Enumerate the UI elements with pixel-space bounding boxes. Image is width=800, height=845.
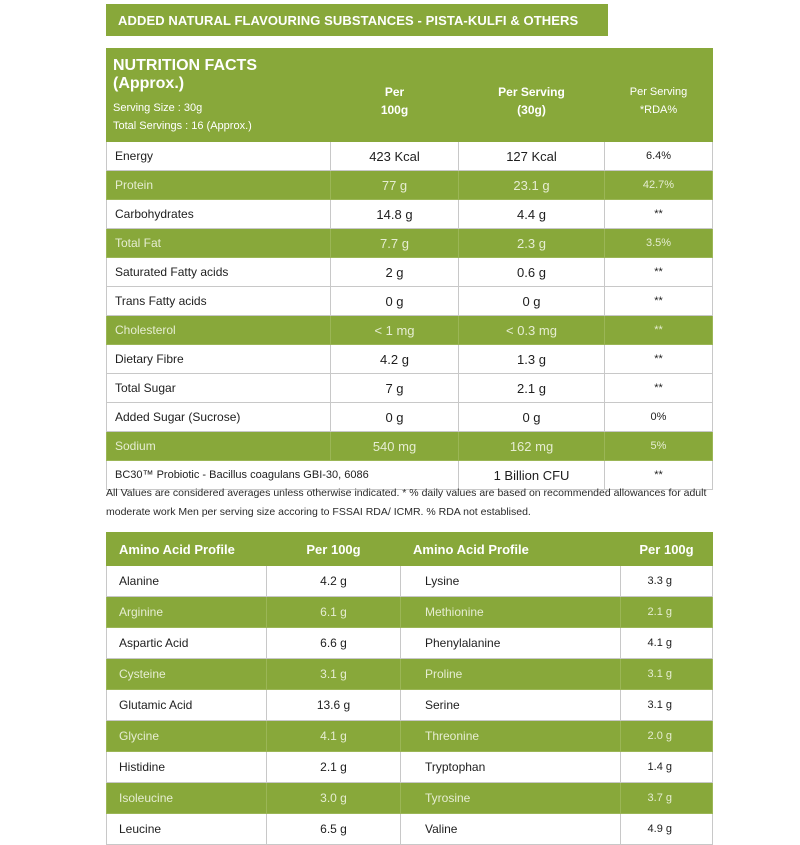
- nutrient-row: [107, 258, 713, 287]
- nutrient-per-100g: 0 g: [331, 403, 459, 432]
- amino-name-right: Methionine: [401, 597, 621, 628]
- amino-header-row: [107, 533, 713, 566]
- amino-row: [107, 783, 713, 814]
- nutrient-name: Saturated Fatty acids: [107, 258, 331, 287]
- amino-row: [107, 628, 713, 659]
- nutrition-facts-table: [106, 48, 713, 490]
- nutrient-per-100g: 14.8 g: [331, 200, 459, 229]
- nutrient-per-100g: 540 mg: [331, 432, 459, 461]
- nutrient-rda: **: [605, 345, 713, 374]
- rda-header-line2: *RDA%: [639, 104, 678, 116]
- amino-row: [107, 721, 713, 752]
- footnote: All Values are considered averages unless otherwise indicated. * % daily values are based on recommended allowances for adult moderate work Men per serving size accoring to FSSAI RDA/ ICMR. % RDA not establised.: [106, 487, 707, 518]
- nutrient-per-serving: 2.3 g: [459, 229, 605, 258]
- amino-name-right: Tyrosine: [401, 783, 621, 814]
- nutrient-rda: **: [605, 258, 713, 287]
- amino-value-left: 6.6 g: [267, 628, 401, 659]
- nutrient-name: Dietary Fibre: [107, 345, 331, 374]
- nutrient-name: Total Fat: [107, 229, 331, 258]
- nutrient-row: [107, 403, 713, 432]
- amino-header-per100-left: Per 100g: [267, 533, 401, 566]
- nutrient-per-100g: 0 g: [331, 287, 459, 316]
- nutrient-name: Total Sugar: [107, 374, 331, 403]
- amino-row: [107, 690, 713, 721]
- nutrient-rda: **: [605, 200, 713, 229]
- amino-value-left: 6.1 g: [267, 597, 401, 628]
- amino-value-right: 1.4 g: [621, 752, 713, 783]
- nutrient-rda: 0%: [605, 403, 713, 432]
- amino-value-right: 3.7 g: [621, 783, 713, 814]
- nutrient-name: Carbohydrates: [107, 200, 331, 229]
- nutrition-header-cell: [107, 49, 331, 142]
- amino-value-right: 2.1 g: [621, 597, 713, 628]
- rda-header: [605, 49, 713, 142]
- nutrient-per-serving: 0.6 g: [459, 258, 605, 287]
- nutrition-header-row: [107, 49, 713, 142]
- probiotic-value: 1 Billion CFU: [459, 461, 605, 490]
- amino-name-left: Alanine: [107, 566, 267, 597]
- per-100g-header-line1: Per: [384, 85, 405, 99]
- nutrient-rda: **: [605, 316, 713, 345]
- amino-header-per100-right: Per 100g: [621, 533, 713, 566]
- amino-value-left: 6.5 g: [267, 814, 401, 845]
- probiotic-rda: **: [605, 461, 713, 490]
- amino-name-right: Valine: [401, 814, 621, 845]
- amino-value-left: 4.1 g: [267, 721, 401, 752]
- nutrient-rda: 3.5%: [605, 229, 713, 258]
- amino-name-left: Arginine: [107, 597, 267, 628]
- nutrient-per-100g: 2 g: [331, 258, 459, 287]
- amino-name-right: Threonine: [401, 721, 621, 752]
- nutrient-name: Energy: [107, 142, 331, 171]
- nutrient-per-serving: 0 g: [459, 403, 605, 432]
- amino-name-right: Tryptophan: [401, 752, 621, 783]
- serving-size: Serving Size : 30g: [113, 102, 203, 114]
- nutrient-row: [107, 374, 713, 403]
- amino-name-right: Phenylalanine: [401, 628, 621, 659]
- nutrient-name: Cholesterol: [107, 316, 331, 345]
- amino-value-left: 4.2 g: [267, 566, 401, 597]
- nutrient-row: [107, 287, 713, 316]
- amino-name-right: Lysine: [401, 566, 621, 597]
- amino-name-left: Cysteine: [107, 659, 267, 690]
- nutrient-row: [107, 229, 713, 258]
- amino-name-right: Proline: [401, 659, 621, 690]
- nutrient-per-serving: 0 g: [459, 287, 605, 316]
- amino-name-left: Aspartic Acid: [107, 628, 267, 659]
- amino-row: [107, 566, 713, 597]
- nutrient-per-serving: 4.4 g: [459, 200, 605, 229]
- nutrient-name: Protein: [107, 171, 331, 200]
- nutrient-per-serving: < 0.3 mg: [459, 316, 605, 345]
- amino-name-left: Leucine: [107, 814, 267, 845]
- amino-value-left: 2.1 g: [267, 752, 401, 783]
- nutrition-title: NUTRITION FACTS (Approx.): [113, 57, 257, 92]
- amino-header-left: Amino Acid Profile: [107, 533, 267, 566]
- nutrient-per-100g: 4.2 g: [331, 345, 459, 374]
- amino-row: [107, 752, 713, 783]
- nutrient-per-serving: 2.1 g: [459, 374, 605, 403]
- amino-value-left: 3.1 g: [267, 659, 401, 690]
- amino-name-right: Serine: [401, 690, 621, 721]
- per-serving-header-line2: (30g): [517, 103, 546, 117]
- amino-value-right: 3.1 g: [621, 659, 713, 690]
- per-serving-header-line1: Per Serving: [498, 85, 565, 99]
- nutrient-per-100g: 7.7 g: [331, 229, 459, 258]
- amino-value-left: 13.6 g: [267, 690, 401, 721]
- per-100g-header-line2: 100g: [380, 103, 409, 117]
- nutrient-rda: **: [605, 374, 713, 403]
- amino-acid-table: [106, 532, 713, 845]
- nutrient-per-100g: 77 g: [331, 171, 459, 200]
- nutrient-rda: **: [605, 287, 713, 316]
- amino-value-right: 4.1 g: [621, 628, 713, 659]
- amino-name-left: Histidine: [107, 752, 267, 783]
- amino-value-right: 3.3 g: [621, 566, 713, 597]
- nutrient-rda: 5%: [605, 432, 713, 461]
- amino-value-right: 2.0 g: [621, 721, 713, 752]
- amino-row: [107, 659, 713, 690]
- nutrient-row: [107, 345, 713, 374]
- total-servings: Total Servings : 16 (Approx.): [113, 120, 252, 132]
- nutrient-per-serving: 162 mg: [459, 432, 605, 461]
- nutrient-per-100g: 423 Kcal: [331, 142, 459, 171]
- nutrient-per-serving: 1.3 g: [459, 345, 605, 374]
- per-100g-header: [331, 49, 459, 142]
- nutrient-name: Trans Fatty acids: [107, 287, 331, 316]
- nutrient-per-serving: 23.1 g: [459, 171, 605, 200]
- amino-name-left: Isoleucine: [107, 783, 267, 814]
- amino-value-left: 3.0 g: [267, 783, 401, 814]
- nutrient-name: Added Sugar (Sucrose): [107, 403, 331, 432]
- nutrient-row: [107, 316, 713, 345]
- nutrient-row: [107, 142, 713, 171]
- nutrient-name: Sodium: [107, 432, 331, 461]
- rda-header-line1: Per Serving: [629, 86, 688, 98]
- probiotic-name: BC30™ Probiotic - Bacillus coagulans GBI-30, 6086: [107, 461, 459, 490]
- flavour-banner: ADDED NATURAL FLAVOURING SUBSTANCES - PISTA-KULFI & OTHERS: [106, 4, 608, 36]
- nutrient-per-serving: 127 Kcal: [459, 142, 605, 171]
- nutrient-rda: 42.7%: [605, 171, 713, 200]
- nutrient-per-100g: 7 g: [331, 374, 459, 403]
- amino-name-left: Glutamic Acid: [107, 690, 267, 721]
- amino-row: [107, 597, 713, 628]
- amino-header-right: Amino Acid Profile: [401, 533, 621, 566]
- amino-row: [107, 814, 713, 845]
- nutrient-row: [107, 171, 713, 200]
- amino-value-right: 4.9 g: [621, 814, 713, 845]
- nutrient-rda: 6.4%: [605, 142, 713, 171]
- nutrient-row: [107, 200, 713, 229]
- amino-name-left: Glycine: [107, 721, 267, 752]
- nutrient-row: [107, 432, 713, 461]
- amino-value-right: 3.1 g: [621, 690, 713, 721]
- per-serving-header: [459, 49, 605, 142]
- nutrient-per-100g: < 1 mg: [331, 316, 459, 345]
